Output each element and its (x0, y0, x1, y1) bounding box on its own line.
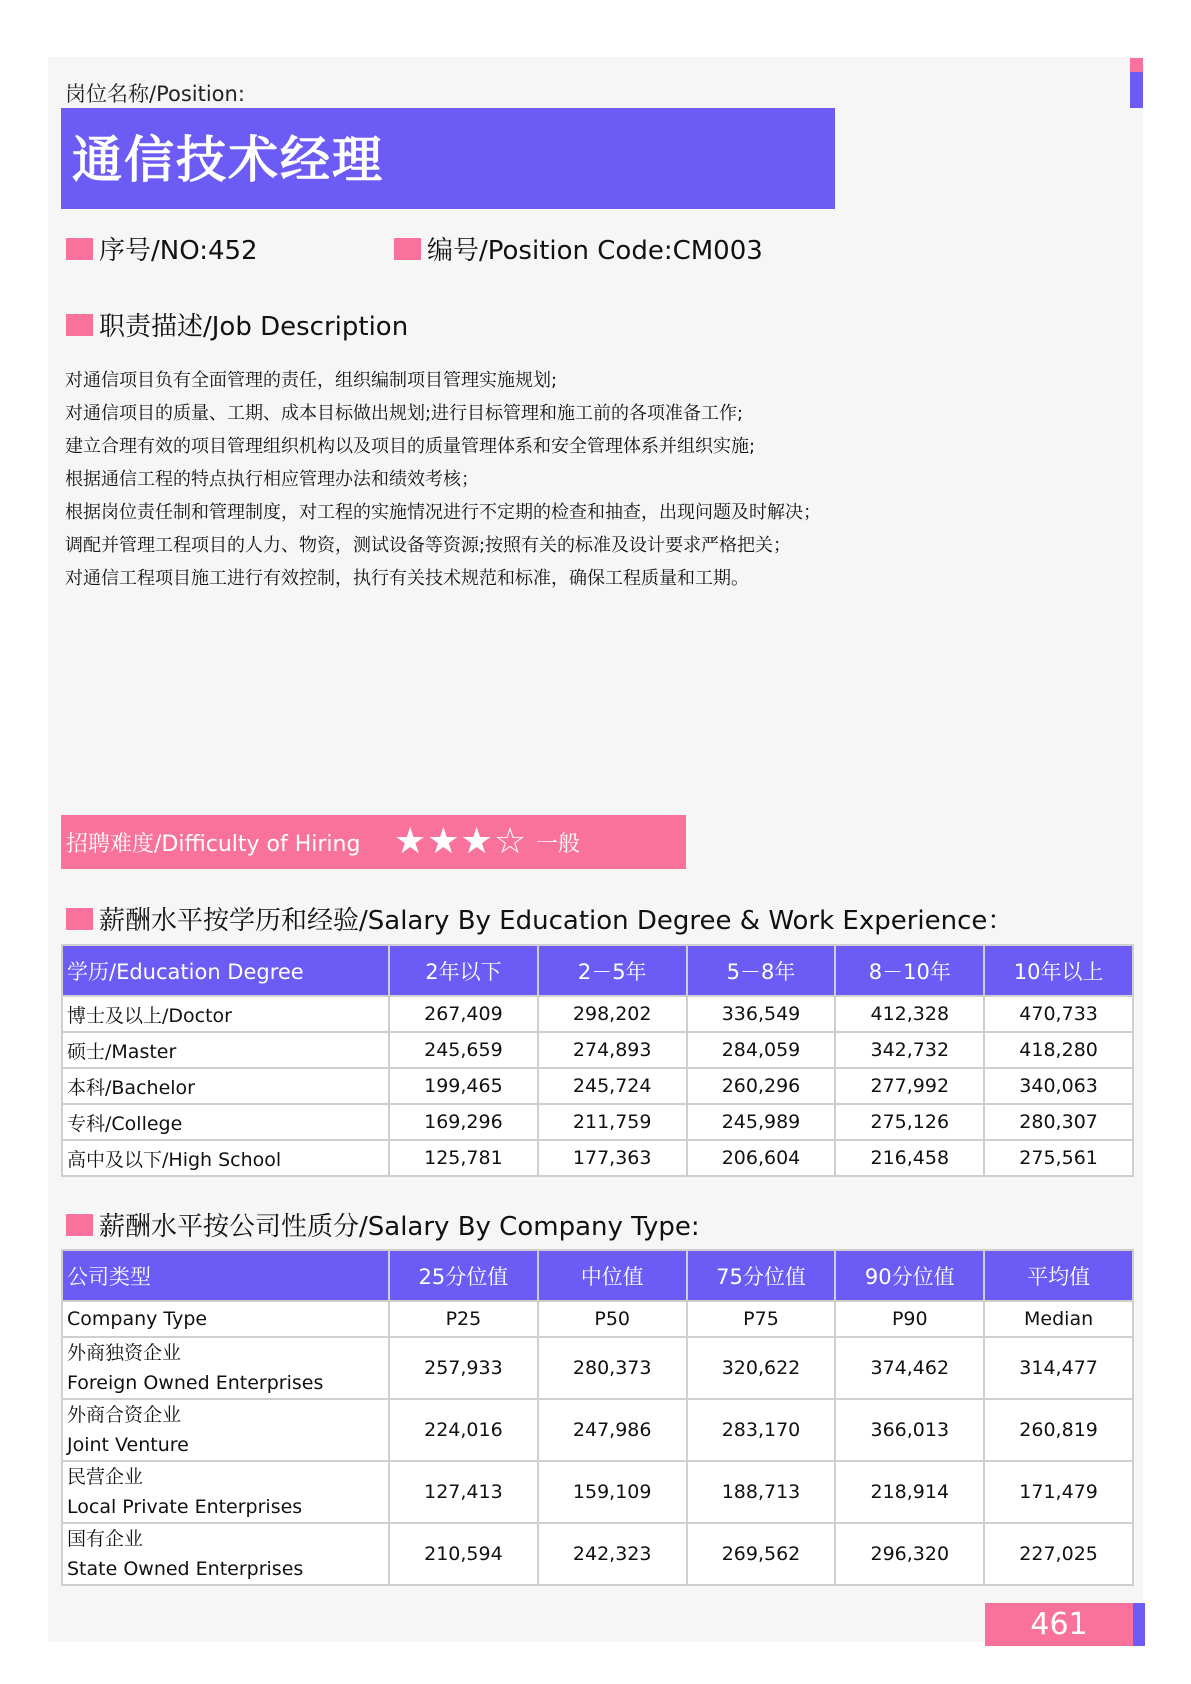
column-header: 8－10年 (835, 945, 984, 996)
table-header-row (62, 945, 1133, 996)
table-cell: 211,759 (538, 1104, 687, 1140)
column-header: 公司类型 (62, 1250, 389, 1301)
company-type-cell (62, 1461, 389, 1523)
table-cell: 247,986 (538, 1399, 687, 1461)
table-cell: 296,320 (835, 1523, 984, 1585)
table-cell: 206,604 (687, 1140, 836, 1176)
column-header: 25分位值 (389, 1250, 538, 1301)
table-cell: 280,373 (538, 1337, 687, 1399)
table-cell: 366,013 (835, 1399, 984, 1461)
table-cell: P50 (538, 1301, 687, 1337)
company-type-en: Joint Venture (67, 1434, 189, 1456)
table-subheader-row (62, 1301, 1133, 1337)
column-header: 中位值 (538, 1250, 687, 1301)
table-row (62, 1337, 1133, 1399)
duty-line: 调配并管理工程项目的人力、物资，测试设备等资源;按照有关的标准及设计要求严格把关； (65, 535, 792, 556)
table-cell: 260,296 (687, 1068, 836, 1104)
column-header: 90分位值 (835, 1250, 984, 1301)
corner-decoration-pink (1130, 58, 1143, 72)
table-cell: 224,016 (389, 1399, 538, 1461)
bullet-square (66, 908, 93, 930)
position-number: 序号/NO:452 (66, 230, 258, 267)
table-cell: 280,307 (984, 1104, 1133, 1140)
table-cell: 188,713 (687, 1461, 836, 1523)
duty-line: 根据通信工程的特点执行相应管理办法和绩效考核； (65, 469, 479, 490)
table-cell: 169,296 (389, 1104, 538, 1140)
column-header: 学历/Education Degree (62, 945, 389, 996)
table-cell: 242,323 (538, 1523, 687, 1585)
duty-line: 建立合理有效的项目管理组织机构以及项目的质量管理体系和安全管理体系并组织实施; (65, 436, 756, 457)
company-type-cn: 国有企业 (67, 1528, 144, 1550)
table-cell: 340,063 (984, 1068, 1133, 1104)
salary-company-heading: 薪酬水平按公司性质分/Salary By Company Type: (66, 1206, 700, 1243)
table-cell: 257,933 (389, 1337, 538, 1399)
company-type-cell (62, 1337, 389, 1399)
table-cell: Median (984, 1301, 1133, 1337)
column-header: 2年以下 (389, 945, 538, 996)
company-type-cell (62, 1523, 389, 1585)
table-cell: 275,126 (835, 1104, 984, 1140)
company-type-en: State Owned Enterprises (67, 1558, 304, 1580)
position-label: 岗位名称/Position: (65, 82, 245, 106)
salary-education-heading: 薪酬水平按学历和经验/Salary By Education Degree & Work Experience： (66, 900, 1013, 937)
duty-line: 根据岗位责任制和管理制度，对工程的实施情况进行不定期的检查和抽查，出现问题及时解决； (65, 502, 821, 523)
salary-company-table (61, 1249, 1134, 1586)
company-type-cn: 外商合资企业 (67, 1404, 182, 1426)
bullet-square (66, 238, 93, 260)
table-cell: 320,622 (687, 1337, 836, 1399)
duty-line: 对通信项目负有全面管理的责任，组织编制项目管理实施规划; (65, 370, 558, 391)
duty-line: 对通信项目的质量、工期、成本目标做出规划;进行目标管理和施工前的各项准备工作; (65, 403, 744, 424)
table-cell: 专科/College (62, 1104, 389, 1140)
table-cell: 本科/Bachelor (62, 1068, 389, 1104)
difficulty-label: 招聘难度/Difficulty of Hiring (66, 832, 361, 857)
table-cell: 284,059 (687, 1032, 836, 1068)
column-header: 75分位值 (687, 1250, 836, 1301)
table-cell: 470,733 (984, 996, 1133, 1032)
table-cell: 177,363 (538, 1140, 687, 1176)
table-row (62, 1523, 1133, 1585)
table-cell: 125,781 (389, 1140, 538, 1176)
table-row (62, 1032, 1133, 1068)
table-cell: 267,409 (389, 996, 538, 1032)
table-cell: 245,724 (538, 1068, 687, 1104)
page-title: 通信技术经理 (72, 131, 384, 189)
job-description-heading: 职责描述/Job Description (66, 306, 408, 343)
table-cell: 245,659 (389, 1032, 538, 1068)
table-cell: 227,025 (984, 1523, 1133, 1585)
column-header: 2－5年 (538, 945, 687, 996)
position-code: 编号/Position Code:CM003 (394, 230, 763, 267)
salary-education-table (61, 944, 1134, 1177)
company-type-cn: 外商独资企业 (67, 1342, 182, 1364)
table-cell: 260,819 (984, 1399, 1133, 1461)
table-cell: 159,109 (538, 1461, 687, 1523)
table-row (62, 1399, 1133, 1461)
difficulty-level: 一般 (536, 832, 581, 857)
table-cell: 127,413 (389, 1461, 538, 1523)
duty-line: 对通信工程项目施工进行有效控制，执行有关技术规范和标准，确保工程质量和工期。 (65, 568, 749, 589)
table-cell: 342,732 (835, 1032, 984, 1068)
page-number: 461 (1030, 1607, 1088, 1642)
company-type-en: Foreign Owned Enterprises (67, 1372, 324, 1394)
bullet-square (66, 314, 93, 336)
table-row (62, 1104, 1133, 1140)
table-cell: 硕士/Master (62, 1032, 389, 1068)
table-cell: P90 (835, 1301, 984, 1337)
table-cell: 218,914 (835, 1461, 984, 1523)
table-cell: P25 (389, 1301, 538, 1337)
column-header: 平均值 (984, 1250, 1133, 1301)
company-type-cn: 民营企业 (67, 1466, 144, 1488)
corner-decoration-purple (1130, 72, 1143, 108)
table-row (62, 1461, 1133, 1523)
table-cell: 274,893 (538, 1032, 687, 1068)
table-cell: 275,561 (984, 1140, 1133, 1176)
table-cell: 210,594 (389, 1523, 538, 1585)
bullet-square (66, 1214, 93, 1236)
column-header: 5－8年 (687, 945, 836, 996)
table-cell: 283,170 (687, 1399, 836, 1461)
table-row (62, 1068, 1133, 1104)
job-description-list (65, 364, 821, 595)
table-cell: 216,458 (835, 1140, 984, 1176)
company-type-en: Local Private Enterprises (67, 1496, 303, 1518)
table-cell: 277,992 (835, 1068, 984, 1104)
table-cell: 199,465 (389, 1068, 538, 1104)
table-cell: Company Type (62, 1301, 389, 1337)
table-row (62, 996, 1133, 1032)
table-cell: 418,280 (984, 1032, 1133, 1068)
table-header-row (62, 1250, 1133, 1301)
difficulty-star-rating: ★★★☆ (394, 821, 528, 862)
table-cell: 269,562 (687, 1523, 836, 1585)
table-cell: 高中及以下/High School (62, 1140, 389, 1176)
table-cell: 336,549 (687, 996, 836, 1032)
table-row (62, 1140, 1133, 1176)
table-cell: 博士及以上/Doctor (62, 996, 389, 1032)
table-cell: 412,328 (835, 996, 984, 1032)
table-cell: 298,202 (538, 996, 687, 1032)
bullet-square (394, 238, 421, 260)
table-cell: 374,462 (835, 1337, 984, 1399)
table-cell: P75 (687, 1301, 836, 1337)
page-number-accent (1133, 1603, 1145, 1646)
table-cell: 314,477 (984, 1337, 1133, 1399)
difficulty-banner (61, 815, 686, 869)
column-header: 10年以上 (984, 945, 1133, 996)
table-cell: 171,479 (984, 1461, 1133, 1523)
company-type-cell (62, 1399, 389, 1461)
table-cell: 245,989 (687, 1104, 836, 1140)
